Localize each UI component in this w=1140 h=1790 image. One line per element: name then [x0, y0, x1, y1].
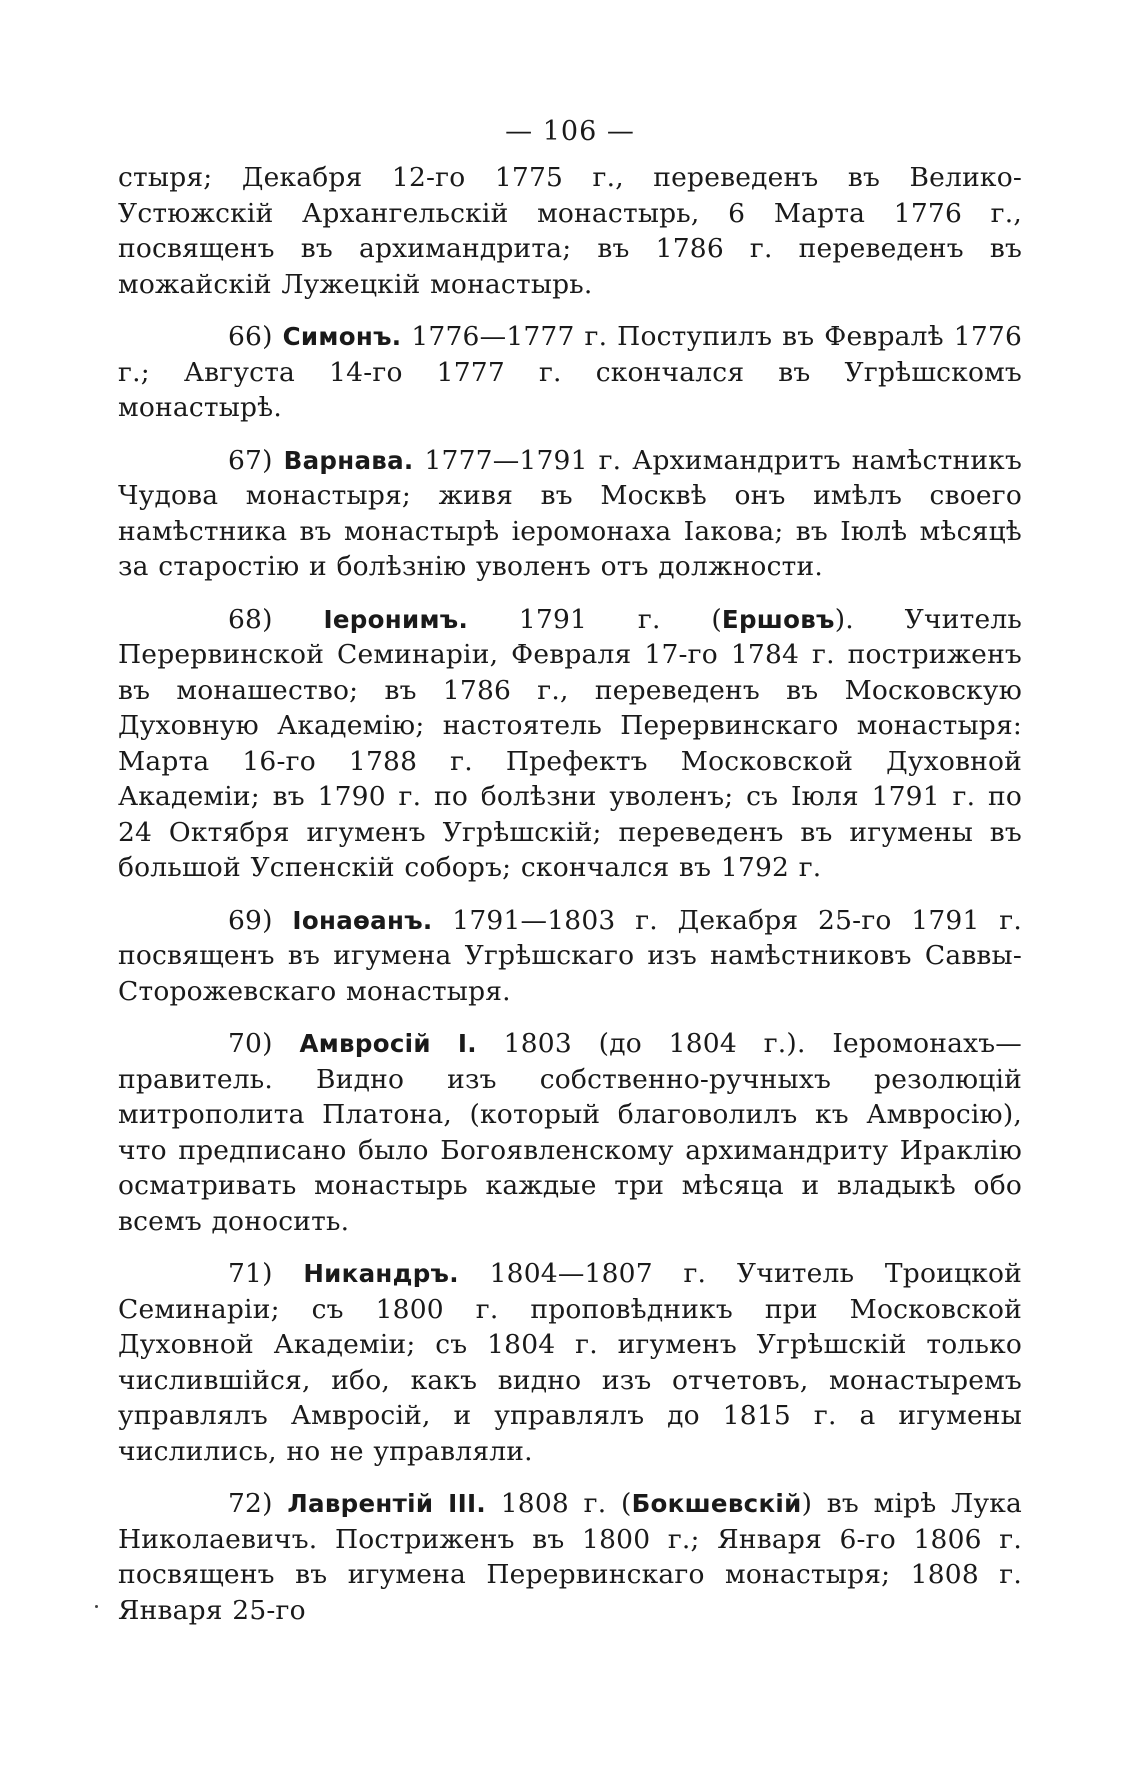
entry-surname: Бокшевскій [631, 1489, 802, 1518]
entry-name: Амвросій І. [299, 1029, 477, 1058]
entry-surname: Ершовъ [721, 604, 835, 634]
entry-name: Іонаѳанъ. [292, 905, 433, 935]
entry-71 [118, 1256, 1022, 1469]
page-number: — 106 — [505, 116, 635, 147]
entry-66 [118, 319, 1022, 426]
print-speck [95, 1605, 98, 1608]
book-page [118, 112, 1022, 1628]
entry-number: 71) [228, 1258, 273, 1289]
entry-name: Симонъ. [282, 322, 402, 351]
entry-text: 1808 г. ( [500, 1488, 632, 1519]
entry-69 [118, 903, 1022, 1010]
entry-text: ) въ мірѣ Лука Николаевичъ. Постриженъ въ 1800 г.; Января 6-го 1806 г. посвященъ въ игумена Перервинскаго монастыря; 1808 г. Января 25-го [118, 1488, 1023, 1626]
entry-text: 1791—1803 г. Декабря 25-го 1791 г. посвященъ въ игумена Угрѣшскаго изъ намѣстниковъ Саввы-Сторожевскаго монастыря. [118, 904, 1023, 1007]
entry-name: Никандръ. [303, 1259, 459, 1288]
entry-67 [118, 443, 1022, 585]
entry-72 [118, 1486, 1022, 1628]
entry-text: 1791 г. ( [518, 603, 722, 635]
entry-text: ). Учитель Перервинской Семинаріи, Февраля 17-го 1784 г. постриженъ въ монашество; въ 1786 г., переведенъ въ Московскую Духовную Академію; настоятель Перервинскаго монастыря: Марта 16-го 1788 г. Префектъ Московской Духовной Академіи; въ 1790 г. по болѣзни уволенъ; съ Іюля 1791 г. по 24 Октября игуменъ Угрѣшскій; переведенъ въ игумены въ большой Успенскій соборъ; скончался въ 1792 г. [118, 603, 1023, 883]
entry-number: 69) [228, 904, 273, 936]
entry-68 [118, 602, 1022, 886]
entry-number: 68) [228, 603, 273, 635]
entry-text: 1776—1777 г. Поступилъ въ Февралѣ 1776 г.; Августа 14-го 1777 г. скончался въ Угрѣшскомъ монастырѣ. [118, 321, 1023, 423]
continuation-paragraph: стыря; Декабря 12-го 1775 г., переведенъ въ Велико-Устюжскій Архангельскій монастырь, 6 Марта 1776 г., посвященъ въ архимандрита; въ 1786 г. переведенъ въ можайскій Лужецкій монастырь. [118, 162, 1022, 300]
entry-text: 1803 (до 1804 г.). Іеромонахъ—правитель. Видно изъ собственно-ручныхъ резолюцій митрополита Платона, (который благоволилъ къ Амвросію), что предписано было Богоявленскому архимандриту Ираклію осматривать монастырь каждые три мѣсяца и владыкѣ обо всемъ доносить. [118, 1028, 1022, 1237]
entry-number: 72) [228, 1488, 273, 1519]
entry-number: 66) [228, 321, 273, 352]
entry-name: Варнава. [283, 445, 414, 475]
entry-name: Лаврентій ІІІ. [287, 1489, 487, 1518]
entry-text: 1804—1807 г. Учитель Троицкой Семинаріи; съ 1800 г. проповѣдникъ при Московской Духовной Академіи; съ 1804 г. игуменъ Угрѣшскій только числившійся, ибо, какъ видно изъ отчетовъ, монастыремъ управлялъ Амвросій, и управлялъ до 1815 г. а игумены числились, но не управляли. [118, 1258, 1022, 1467]
entry-number: 67) [228, 444, 273, 476]
entry-70 [118, 1026, 1022, 1239]
entry-number: 70) [228, 1028, 273, 1059]
entry-text: 1777—1791 г. Архимандритъ намѣстникъ Чудова монастыря; живя въ Москвѣ онъ имѣлъ своего намѣстника въ монастырѣ іеромонаха Іакова; въ Іюлѣ мѣсяцѣ за старостію и болѣзнію уволенъ отъ должности. [118, 444, 1022, 582]
entry-name: Іеронимъ. [323, 604, 469, 634]
